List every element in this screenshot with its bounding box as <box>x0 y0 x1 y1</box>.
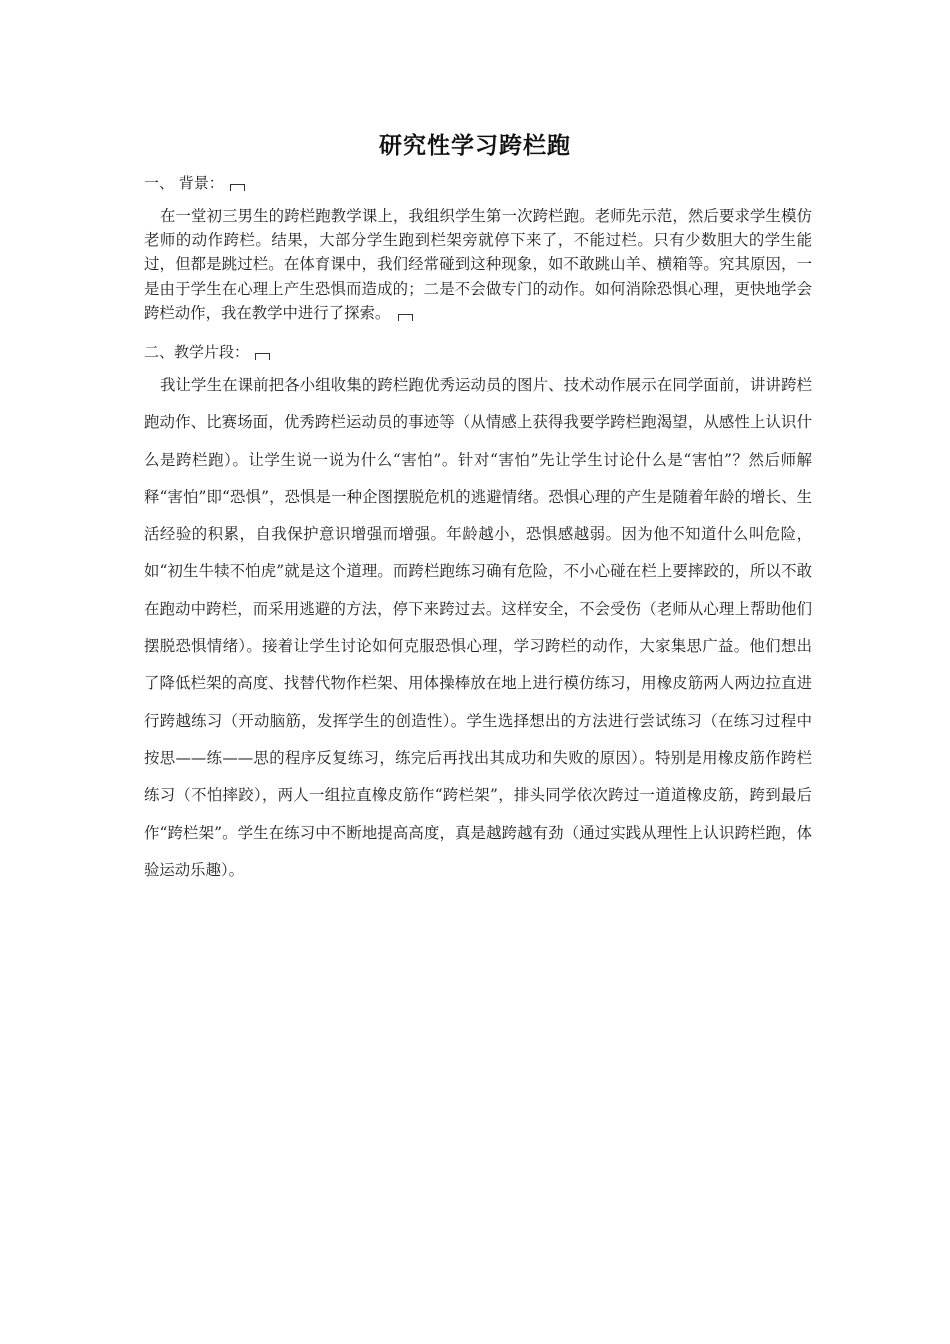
section-heading-background <box>144 173 245 193</box>
background-paragraph-text: 在一堂初三男生的跨栏跑教学课上，我组织学生第一次跨栏跑。老师先示范，然后要求学生模仿老师的动作跨栏。结果，大部分学生跑到栏架旁就停下来了，不能过栏。只有少数胆大的学生能过，但都是跳过栏。在体育课中，我们经常碰到这种现象，如不敢跳山羊、横箱等。究其原因，一是由于学生在心理上产生恐惧而造成的；二是不会做专门的动作。如何消除恐惧心理，更快地学会跨栏动作，我在教学中进行了探索。 <box>144 207 812 322</box>
section-heading-text: 二、教学片段： <box>144 343 250 361</box>
paragraph-mark-icon <box>230 184 245 191</box>
paragraph-mark-icon <box>255 353 270 360</box>
section-heading-text: 一、 背景： <box>144 174 224 192</box>
teaching-paragraph <box>144 367 812 889</box>
teaching-paragraph-text: 我让学生在课前把各小组收集的跨栏跑优秀运动员的图片、技术动作展示在同学面前，讲讲跨栏跑动作、比赛场面，优秀跨栏运动员的事迹等（从情感上获得我要学跨栏跑渴望，从感性上认识什么是跨栏跑）。让学生说一说为什么“害怕”。针对“害怕”先让学生讨论什么是“害怕”？然后师解释“害怕”即“恐惧”，恐惧是一种企图摆脱危机的逃避情绪。恐惧心理的产生是随着年龄的增长、生活经验的积累，自我保护意识增强而增强。年龄越小，恐惧感越弱。因为他不知道什么叫危险，如“初生牛犊不怕虎”就是这个道理。而跨栏跑练习确有危险，不小心碰在栏上要摔跤的，所以不敢在跑动中跨栏，而采用逃避的方法，停下来跨过去。这样安全，不会受伤（老师从心理上帮助他们摆脱恐惧情绪）。接着让学生讨论如何克服恐惧心理，学习跨栏的动作，大家集思广益。他们想出了降低栏架的高度、找替代物作栏架、用体操棒放在地上进行模仿练习，用橡皮筋两人两边拉直进行跨越练习（开动脑筋，发挥学生的创造性）。学生选择想出的方法进行尝试练习（在练习过程中按思——练——思的程序反复练习，练完后再找出其成功和失败的原因）。特别是用橡皮筋作跨栏练习（不怕摔跤），两人一组拉直橡皮筋作“跨栏架”，排头同学依次跨过一道道橡皮筋，跨到最后作“跨栏架”。学生在练习中不断地提高高度，真是越跨越有劲（通过实践从理性上认识跨栏跑，体验运动乐趣）。 <box>144 376 812 879</box>
paragraph-mark-icon <box>398 314 413 321</box>
document-title: 研究性学习跨栏跑 <box>379 132 571 159</box>
section-heading-teaching <box>144 342 270 362</box>
background-paragraph <box>144 204 812 325</box>
